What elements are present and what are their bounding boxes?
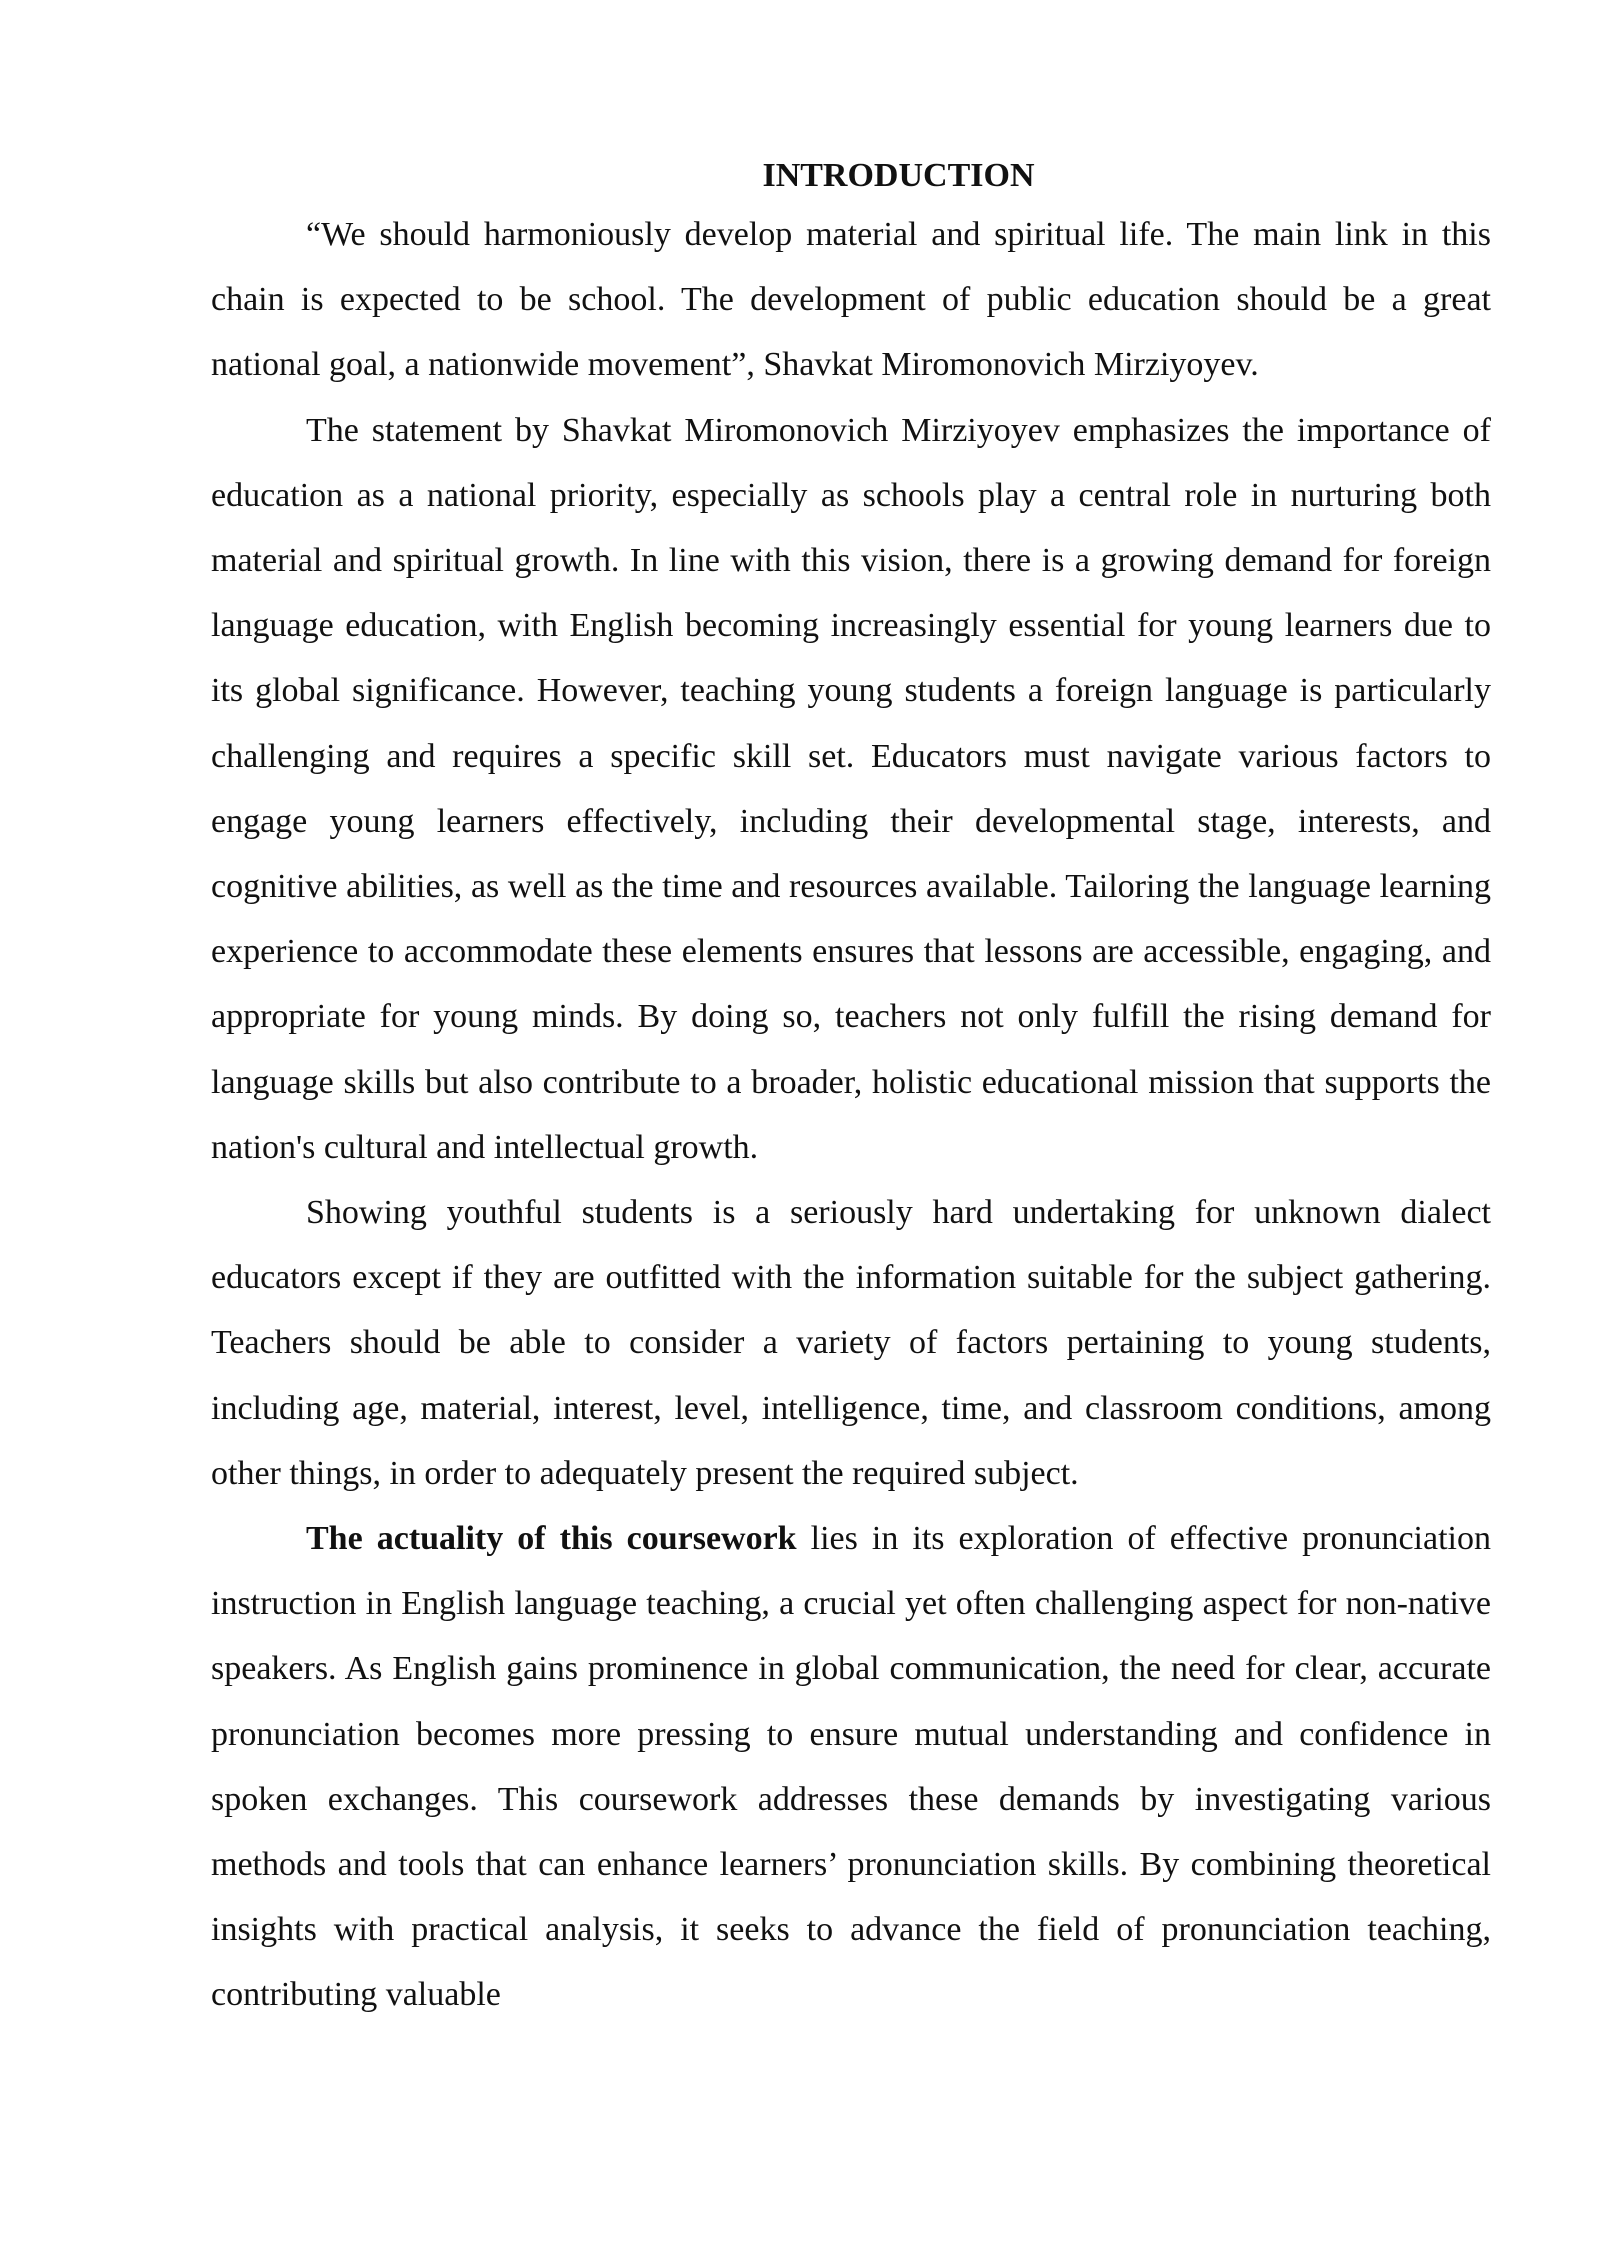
- paragraph-text: lies in its exploration of effective pronunciation instruction in English language teaching, a crucial yet often challenging aspect for non-native speakers. As English gains prominence in global communication, the need for clear, accurate pronunciation becomes more pressing to ensure mutual understanding and confidence in spoken exchanges. This coursework addresses these demands by investigating various methods and tools that can enhance learners’ pronunciation skills. By combining theoretical insights with practical analysis, it seeks to advance the field of pronunciation teaching, contributing valuable: [211, 1520, 1491, 2014]
- paragraph-text: “We should harmoniously develop material and spiritual life. The main link in this chain is expected to be school. The development of public education should be a great national goal, a nationwide movement”, Shavkat Miromonovich Mirziyoyev.: [211, 216, 1491, 384]
- paragraph-teaching: [211, 1180, 1491, 1506]
- paragraph-quote: [211, 202, 1491, 398]
- paragraph-actuality: [211, 1506, 1491, 2028]
- page-content: [211, 150, 1491, 2028]
- paragraph-statement: [211, 398, 1491, 1180]
- paragraph-text: Showing youthful students is a seriously hard undertaking for unknown dialect educators except if they are outfitted with the information suitable for the subject gathering. Teachers should be able to consider a variety of factors pertaining to young students, including age, material, interest, level, intelligence, time, and classroom conditions, among other things, in order to adequately present the required subject.: [211, 1194, 1491, 1492]
- paragraph-text: The statement by Shavkat Miromonovich Mirziyoyev emphasizes the importance of education as a national priority, especially as schools play a central role in nurturing both material and spiritual growth. In line with this vision, there is a growing demand for foreign language education, with English becoming increasingly essential for young learners due to its global significance. However, teaching young students a foreign language is particularly challenging and requires a specific skill set. Educators must navigate various factors to engage young learners effectively, including their developmental stage, interests, and cognitive abilities, as well as the time and resources available. Tailoring the language learning experience to accommodate these elements ensures that lessons are accessible, engaging, and appropriate for young minds. By doing so, teachers not only fulfill the rising demand for language skills but also contribute to a broader, holistic educational mission that supports the nation's cultural and intellectual growth.: [211, 411, 1491, 1166]
- page-heading: INTRODUCTION: [762, 157, 1035, 194]
- paragraph-bold-lead: The actuality of this coursework: [306, 1520, 797, 1558]
